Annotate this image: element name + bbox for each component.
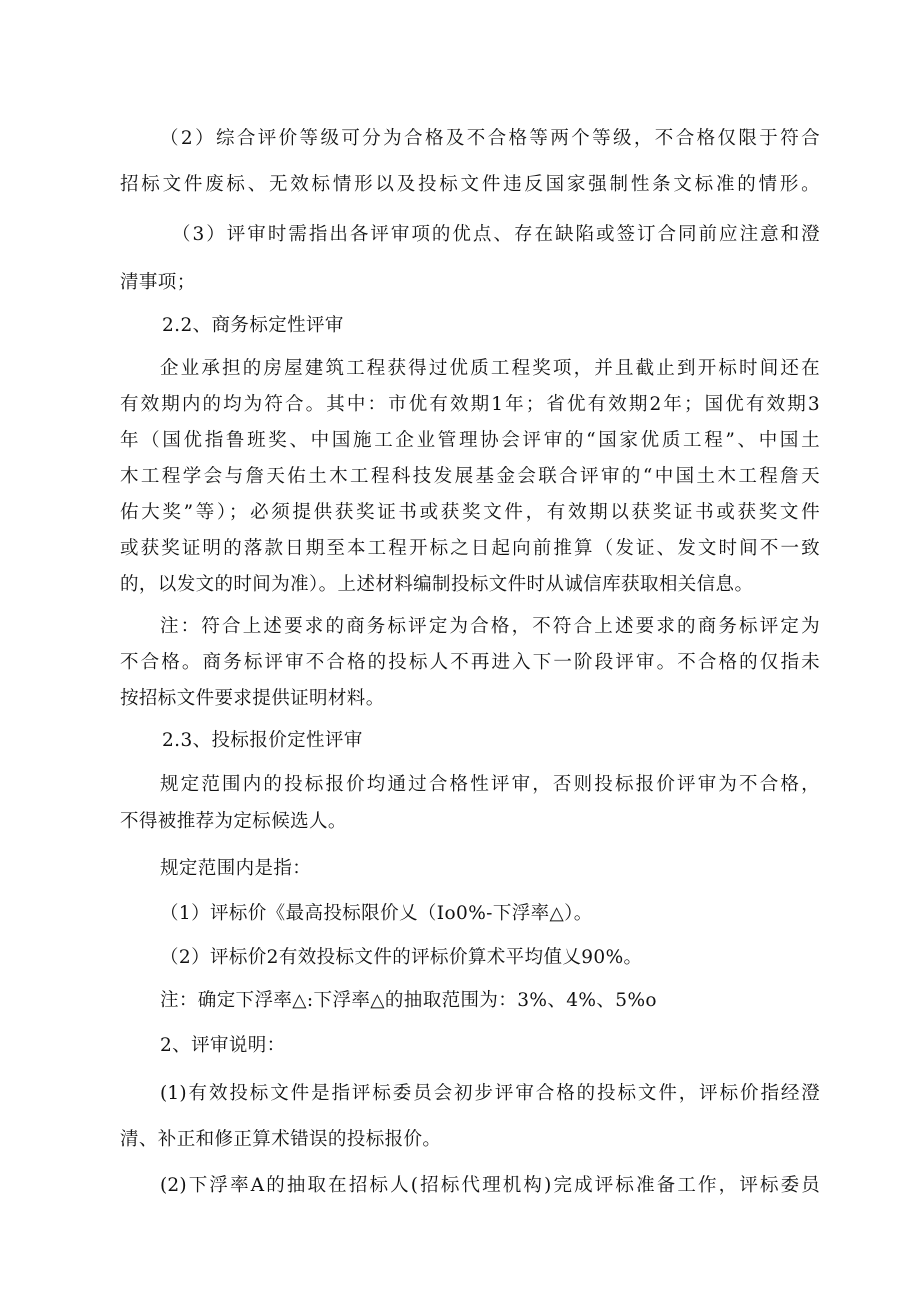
paragraph-line: 不得被推荐为定标候选人。 xyxy=(120,811,347,832)
paragraph-line: 注：符合上述要求的商务标评定为合格，不符合上述要求的商务标评定为 xyxy=(160,616,820,637)
paragraph-line: 按招标文件要求提供证明材料。 xyxy=(120,688,385,709)
section-heading: 2.2、商务标定性评审 xyxy=(162,315,344,336)
paragraph-line: 不合格。商务标评审不合格的投标人不再进入下一阶段评审。不合格的仅指未 xyxy=(120,652,820,673)
note-line: 注：确定下浮率△:下浮率△的抽取范围为：3%、4%、5%o xyxy=(160,990,657,1011)
paragraph-line: 的，以发文的时间为准）。上述材料编制投标文件时从诚信库获取相关信息。 xyxy=(120,574,754,595)
paragraph-line: 规定范围内是指： xyxy=(160,858,312,879)
paragraph-line: 年（国优指鲁班奖、中国施工企业管理协会评审的“国家优质工程”、中国土 xyxy=(120,430,820,451)
paragraph-line: 企业承担的房屋建筑工程获得过优质工程奖项，并且截止到开标时间还在 xyxy=(160,358,820,379)
paragraph-line: 佑大奖”等）；必须提供获奖证书或获奖文件，有效期以获奖证书或获奖文件 xyxy=(120,502,820,523)
paragraph-line: 招标文件废标、无效标情形以及投标文件违反国家强制性条文标准的情形。 xyxy=(120,174,820,195)
section-heading: 2、评审说明： xyxy=(160,1035,286,1056)
paragraph-line: 或获奖证明的落款日期至本工程开标之日起向前推算（发证、发文时间不一致 xyxy=(120,538,820,559)
paragraph-line: (1)有效投标文件是指评标委员会初步评审合格的投标文件，评标价指经澄 xyxy=(160,1083,820,1104)
paragraph-line: 规定范围内的投标报价均通过合格性评审，否则投标报价评审为不合格， xyxy=(160,774,820,795)
paragraph-line: 清事项； xyxy=(120,272,196,293)
paragraph-line: 清、补正和修正算术错误的投标报价。 xyxy=(120,1129,442,1150)
paragraph-line: （3）评审时需指出各评审项的优点、存在缺陷或签订合同前应注意和澄 xyxy=(172,224,820,245)
paragraph-line: （2）综合评价等级可分为合格及不合格等两个等级，不合格仅限于符合 xyxy=(160,128,820,149)
paragraph-line: (2)下浮率A的抽取在招标人(招标代理机构)完成评标准备工作，评标委员 xyxy=(160,1175,820,1196)
section-heading: 2.3、投标报价定性评审 xyxy=(162,730,363,751)
formula-line: （1）评标价《最高投标限价乂（Io0%-下浮率△）。 xyxy=(160,903,593,924)
paragraph-line: 木工程学会与詹天佑土木工程科技发展基金会联合评审的“中国土木工程詹天 xyxy=(120,466,820,487)
formula-line: （2）评标价2有效投标文件的评标价算术平均值乂90%。 xyxy=(160,947,643,968)
paragraph-line: 有效期内的均为符合。其中：市优有效期1年；省优有效期2年；国优有效期3 xyxy=(120,394,820,415)
